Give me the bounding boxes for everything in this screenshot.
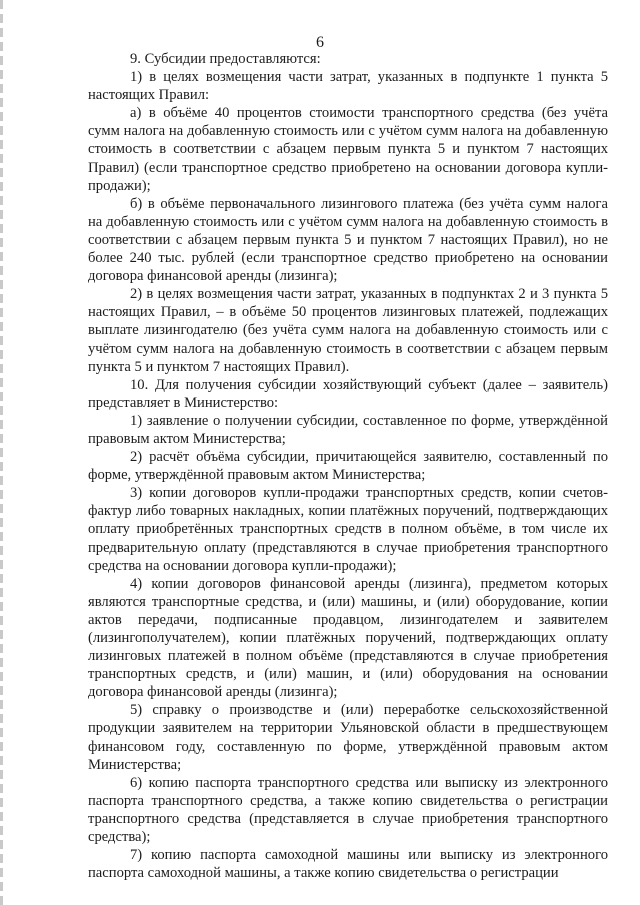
paragraph-list-item-2: 2) расчёт объёма субсидии, причитающейся заявителю, составленный по форме, утверждённой правовым актом Министерства; (88, 449, 608, 484)
scan-edge (0, 0, 3, 905)
paragraph-list-item-1: 1) заявление о получении субсидии, составленное по форме, утверждённой правовым актом Министерства; (88, 412, 608, 447)
document-body (88, 50, 608, 882)
paragraph-subitem-1b: б) в объёме первоначального лизингового платежа (без учёта сумм налога на добавленную стоимость или с учётом сумм налога на добавленную стоимость в соответствии с абзацем первым пункта 5 и пунктом 7 настоящих Правил), но не более 240 тыс. рублей (если транспортное средство приобретено на основании договора финансовой аренды (лизинга); (88, 195, 608, 285)
paragraph-item-9-heading: 9. Субсидии предоставляются: (130, 51, 321, 67)
paragraph-subitem-1a: а) в объёме 40 процентов стоимости транспортного средства (без учёта сумм налога на добавленную стоимость или с учётом сумм налога на добавленную стоимость в соответствии с абзацем первым пункта 5 и пунктом 7 настоящих Правил) (если транспортное средство приобретено на основании договора купли-продажи); (88, 105, 608, 194)
paragraph-list-item-7: 7) копию паспорта самоходной машины или выписку из электронного паспорта самоходной машины, а также копию свидетельства о регистрации (88, 847, 608, 882)
paragraph-list-item-3: 3) копии договоров купли-продажи транспортных средств, копии счетов-фактур либо товарных накладных, копии платёжных поручений, подтверждающих оплату приобретённых транспортных средств в полном объёме, в том числе их предварительную оплату (представляются в случае приобретения транспортного средства на основании договора купли-продажи); (88, 485, 608, 574)
page-number: 6 (316, 34, 324, 51)
paragraph-subitem-2: 2) в целях возмещения части затрат, указанных в подпунктах 2 и 3 пункта 5 настоящих Правил, – в объёме 50 процентов лизинговых платежей, подлежащих выплате лизингодателю (без учёта сумм налога на добавленную стоимость или с учётом сумм налога на добавленную стоимость в соответствии с абзацем первым пункта 5 и пунктом 7 настоящих Правил). (88, 286, 608, 375)
paragraph-subitem-1: 1) в целях возмещения части затрат, указанных в подпункте 1 пункта 5 настоящих Правил: (88, 69, 608, 104)
paragraph-list-item-4: 4) копии договоров финансовой аренды (лизинга), предметом которых являются транспортные средства, и (или) машины, и (или) оборудование, копии актов передачи, подписанные продавцом, лизингодателем и заявителем (лизингополучателем), копии платёжных поручений, подтверждающих оплату лизинговых платежей в полном объёме (представляются в случае приобретения транспортных средств, и (или) машин, и (или) оборудования на основании договора финансовой аренды (лизинга); (88, 575, 608, 701)
paragraph-list-item-5: 5) справку о производстве и (или) переработке сельскохозяйственной продукции заявителем на территории Ульяновской области в предшествующем финансовом году, составленную по форме, утверждённой правовым актом Министерства; (88, 702, 608, 773)
paragraph-item-10-heading: 10. Для получения субсидии хозяйствующий субъект (далее – заявитель) представляет в Министерство: (88, 376, 608, 411)
paragraph-list-item-6: 6) копию паспорта транспортного средства или выписку из электронного паспорта транспортного средства, а также копию свидетельства о регистрации транспортного средства (представляется в случае приобретения транспортного средства); (88, 774, 608, 846)
